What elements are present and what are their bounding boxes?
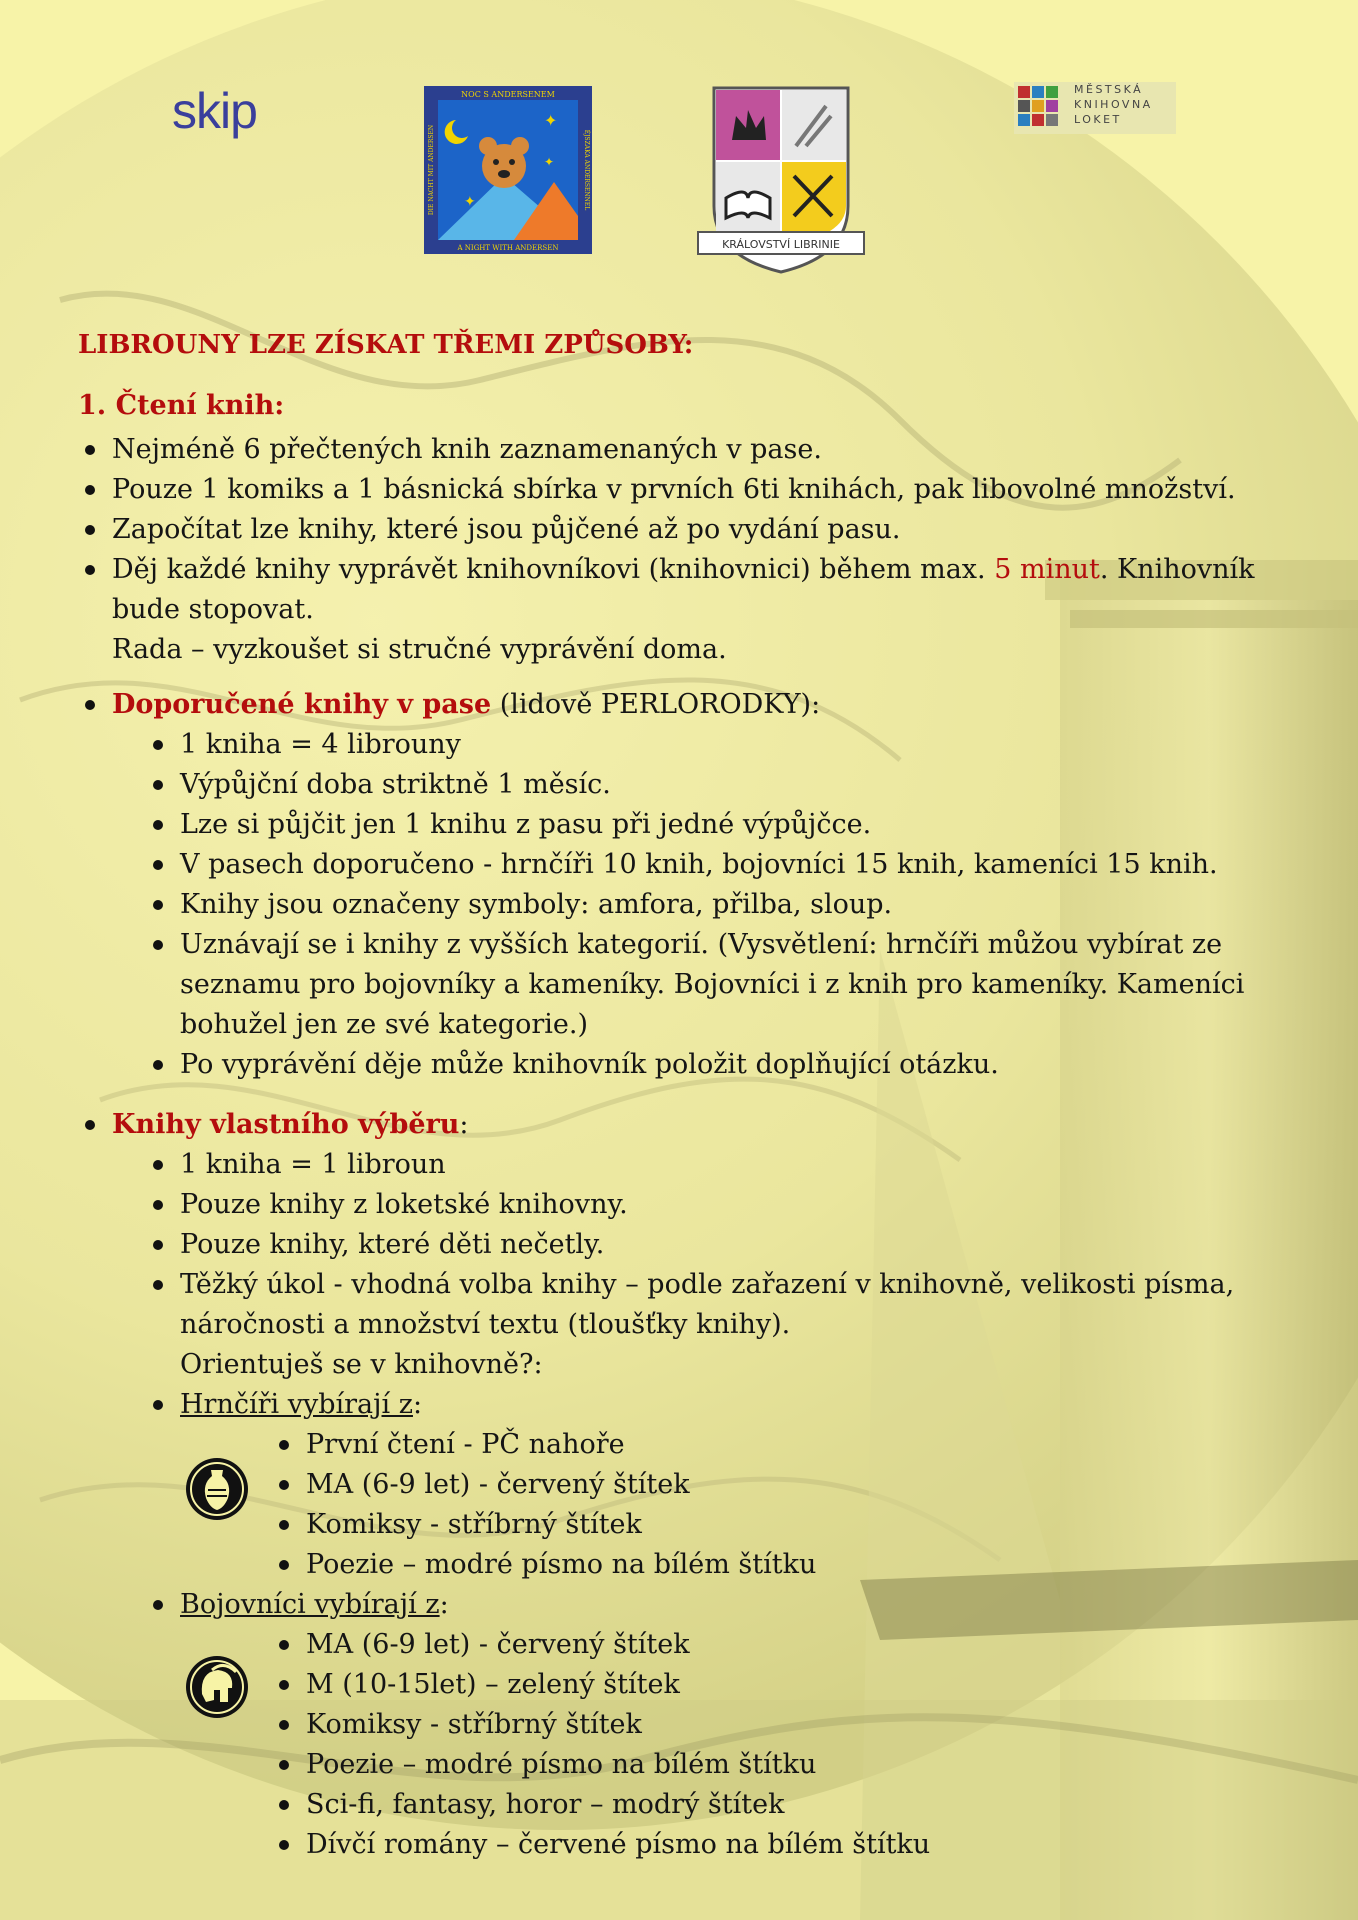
list-item-story [112, 550, 1255, 590]
bullet [279, 1680, 289, 1690]
list-item-continuation: seznamu pro bojovníky a kameníky. Bojovníci i z knih pro kameníky. Kameníci [180, 969, 1245, 1000]
list-item: Knihy jsou označeny symboly: amfora, přilba, sloup. [180, 889, 893, 920]
list-item: Lze si půjčit jen 1 knihu z pasu při jedné výpůjčce. [180, 809, 872, 840]
story-time: 5 minut [994, 554, 1100, 585]
list-item: Sci-fi, fantasy, horor – modrý štítek [306, 1789, 785, 1820]
bullet [279, 1840, 289, 1850]
list-item: V pasech doporučeno - hrnčíři 10 knih, bojovníci 15 knih, kameníci 15 knih. [180, 849, 1218, 880]
bullet [279, 1640, 289, 1650]
bullet [85, 1120, 95, 1130]
list-item: Výpůjční doba striktně 1 měsíc. [180, 769, 611, 800]
list-item: Komiksy - stříbrný štítek [306, 1709, 642, 1740]
kingdom-banner-text: KRÁLOVSTVÍ LIBRINIE [722, 238, 840, 251]
list-item: MA (6-9 let) - červený štítek [306, 1469, 690, 1500]
list-item-continuation: bohužel jen ze své kategorie.) [180, 1009, 588, 1040]
list-item: První čtení - PČ nahoře [306, 1429, 625, 1460]
bullet [153, 1060, 163, 1070]
list-item: Těžký úkol - vhodná volba knihy – podle zařazení v knihovně, velikosti písma, [180, 1269, 1235, 1300]
library-line-1: MĚSTSKÁ [1074, 83, 1144, 96]
list-item: Poezie – modré písmo na bílém štítku [306, 1749, 817, 1780]
bullet [153, 820, 163, 830]
story-text-end: . Knihovník [1099, 554, 1255, 585]
andersen-right-text: ÉJSZAKA ANDERSENNEL [583, 129, 590, 211]
bullet [153, 1240, 163, 1250]
svg-text:✦: ✦ [464, 194, 476, 210]
recommended-label: Doporučené knihy v pase [112, 689, 492, 720]
advice-text: Rada – vyzkoušet si stručné vyprávění doma. [112, 634, 727, 665]
potters-label: Hrnčíři vybírají z [180, 1389, 413, 1420]
skip-logo: skip [172, 83, 257, 139]
library-line-2: KNIHOVNA [1074, 98, 1153, 111]
list-item: 1 kniha = 1 libroun [180, 1149, 446, 1180]
library-line-3: LOKET [1074, 113, 1122, 126]
own-choice-label: Knihy vlastního výběru [112, 1109, 460, 1140]
list-item: Pouze 1 komiks a 1 básnická sbírka v prvních 6ti knihách, pak libovolné množství. [112, 474, 1236, 505]
bullet [279, 1720, 289, 1730]
list-item-continuation: náročnosti a množství textu (tloušťky knihy). [180, 1309, 791, 1340]
bullet [153, 940, 163, 950]
svg-text:✦: ✦ [544, 111, 558, 130]
story-text: Děj každé knihy vyprávět knihovníkovi (knihovnici) během max. [112, 554, 995, 585]
bullet [279, 1560, 289, 1570]
list-item: Započítat lze knihy, které jsou půjčené až po vydání pasu. [112, 514, 901, 545]
list-item: Poezie – modré písmo na bílém štítku [306, 1549, 817, 1580]
own-choice-heading [112, 1105, 469, 1145]
list-item: Pouze knihy, které děti nečetly. [180, 1229, 605, 1260]
bullet [85, 445, 95, 455]
bullet [153, 1400, 163, 1410]
bullet [153, 1160, 163, 1170]
amphora-icon [184, 1456, 250, 1522]
list-item: Dívčí romány – červené písmo na bílém štítku [306, 1829, 931, 1860]
bullet [279, 1800, 289, 1810]
night-with-andersen-logo [424, 86, 592, 254]
list-item: Nejméně 6 přečtených knih zaznamenaných v pase. [112, 434, 822, 465]
list-item: Komiksy - stříbrný štítek [306, 1509, 642, 1540]
warriors-suffix: : [439, 1589, 449, 1620]
andersen-left-text: DIE NACHT MIT ANDERSEN [428, 124, 435, 216]
recommended-heading [112, 685, 820, 725]
bullet [85, 700, 95, 710]
warriors-label: Bojovníci vybírají z [180, 1589, 440, 1620]
andersen-top-text: NOC S ANDERSENEM [461, 90, 555, 99]
bullet [279, 1520, 289, 1530]
bullet [279, 1480, 289, 1490]
list-item: MA (6-9 let) - červený štítek [306, 1629, 690, 1660]
potters-suffix: : [412, 1389, 423, 1420]
list-item: Pouze knihy z loketské knihovny. [180, 1189, 628, 1220]
list-item-continuation: bude stopovat. [112, 594, 314, 625]
own-choice-suffix: : [459, 1109, 469, 1140]
bullet [153, 1280, 163, 1290]
bullet [279, 1440, 289, 1450]
bullet [153, 1600, 163, 1610]
kingdom-of-librinie-crest [696, 86, 866, 274]
potters-heading [180, 1385, 422, 1425]
bullet [85, 525, 95, 535]
warriors-heading [180, 1585, 449, 1625]
recommended-suffix: (lidově PERLORODKY): [491, 689, 821, 720]
section-reading-title: 1. Čtení knih: [78, 390, 285, 421]
list-item: M (10-15let) – zelený štítek [306, 1669, 680, 1700]
helmet-icon [184, 1654, 250, 1720]
bullet [153, 860, 163, 870]
andersen-bottom-text: A NIGHT WITH ANDERSEN [457, 244, 559, 252]
bullet [279, 1760, 289, 1770]
bullet [153, 740, 163, 750]
bullet [85, 565, 95, 575]
bullet [153, 1200, 163, 1210]
bullet [85, 485, 95, 495]
list-item: Uznávají se i knihy z vyšších kategorií. (Vysvětlení: hrnčíři můžou vybírat ze [180, 929, 1223, 960]
svg-text:✦: ✦ [544, 155, 555, 169]
list-item: 1 kniha = 4 librouny [180, 729, 461, 760]
bullet [153, 780, 163, 790]
page-heading: LIBROUNY LZE ZÍSKAT TŘEMI ZPŮSOBY: [78, 330, 694, 360]
list-item: Po vyprávění děje může knihovník položit doplňující otázku. [180, 1049, 999, 1080]
bullet [153, 900, 163, 910]
list-item-continuation: Orientuješ se v knihovně?: [180, 1349, 543, 1380]
library-name-text [1074, 82, 1153, 127]
